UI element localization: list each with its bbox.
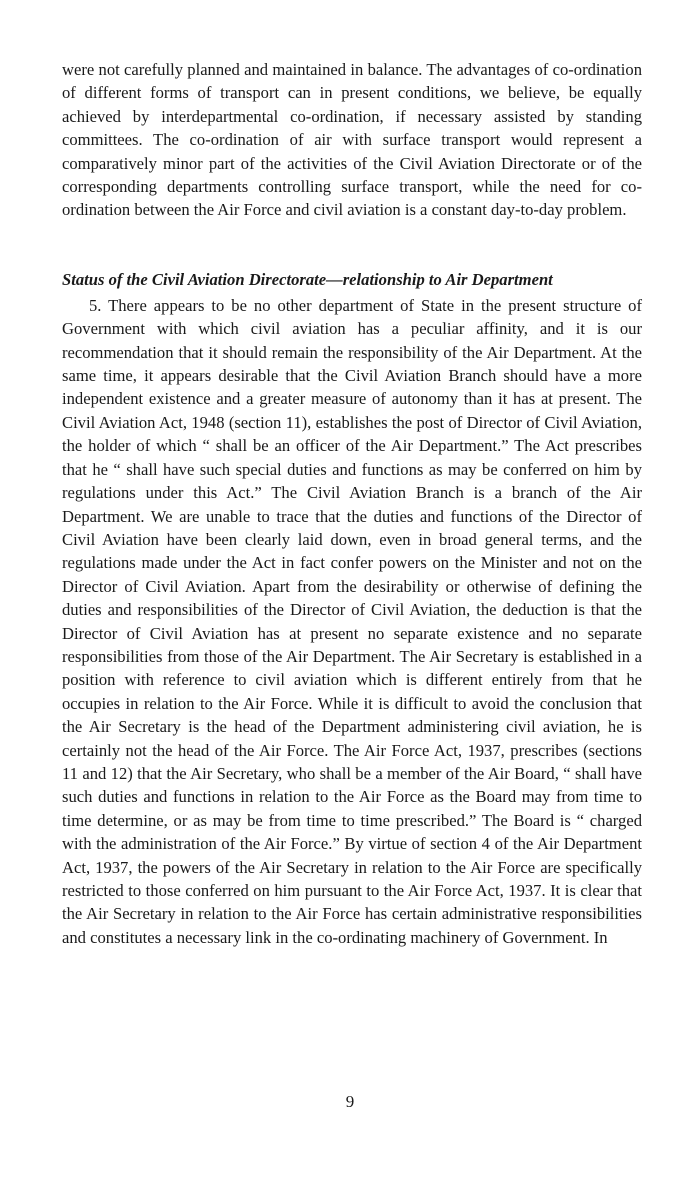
section-heading: Status of the Civil Aviation Directorate—relationship to Air Department xyxy=(62,269,553,289)
page-number: 9 xyxy=(345,1092,355,1111)
paragraph-5: 5. There appears to be no other department of State in the present structure of Government with which civil aviation has a peculiar affinity, and it is our recommendation that it should remain the responsibility of the Air Department. At the same time, it appears desirable that the Civil Aviation Branch should have a more independent existence and a greater measure of autonomy than it has at present. The Civil Aviation Act, 1948 (section 11), establishes the post of Director of Civil Aviation, the holder of which “ shall be an officer of the Air Department.” The Act prescribes that he “ shall have such special duties and functions as may be conferred on him by regulations under this Act.” The Civil Aviation Branch is a branch of the Air Department. We are unable to trace that the duties and functions of the Director of Civil Aviation have been clearly laid down, even in broad general terms, and the regulations made under the Act in fact confer powers on the Minister and not on the Director of Civil Aviation. Apart from the desirability or otherwise of defining the duties and responsibilities of the Director of Civil Aviation, the deduction is that the Director of Civil Aviation has at present no separate existence and no separate responsibilities from those of the Air Department. The Air Secretary is established in a position with reference to civil aviation which is different entirely from that he occupies in relation to the Air Force. While it is difficult to avoid the conclusion that the Air Secretary is the head of the Department administering civil aviation, he is certainly not the head of the Air Force. The Air Force Act, 1937, prescribes (sections 11 and 12) that the Air Secretary, who shall be a member of the Air Board, “ shall have such duties and functions in relation to the Air Force as the Board may from time to time determine, or as may be from time to time prescribed.” The Board is “ charged with the administration of the Air Force.” By virtue of section 4 of the Air Department Act, 1937, the powers of the Air Secretary in relation to the Air Force are specifically restricted to those conferred on him pursuant to the Air Force Act, 1937. It is clear that the Air Secretary in relation to the Air Force has certain administrative responsibilities and constitutes a necessary link in the co-ordinating machinery of Government. In xyxy=(62,295,642,947)
continued-paragraph: were not carefully planned and maintained in balance. The advantages of co-ordination of different forms of transport can in present conditions, we believe, be equally achieved by interdepartmental co-ordination, if necessary assisted by standing committees. The co-ordination of air with surface transport would represent a comparatively minor part of the activities of the Civil Aviation Directorate or of the corresponding departments controlling surface transport, while the need for co-ordination between the Air Force and civil aviation is a constant day-to-day problem. xyxy=(62,60,642,220)
document-page xyxy=(62,58,642,949)
